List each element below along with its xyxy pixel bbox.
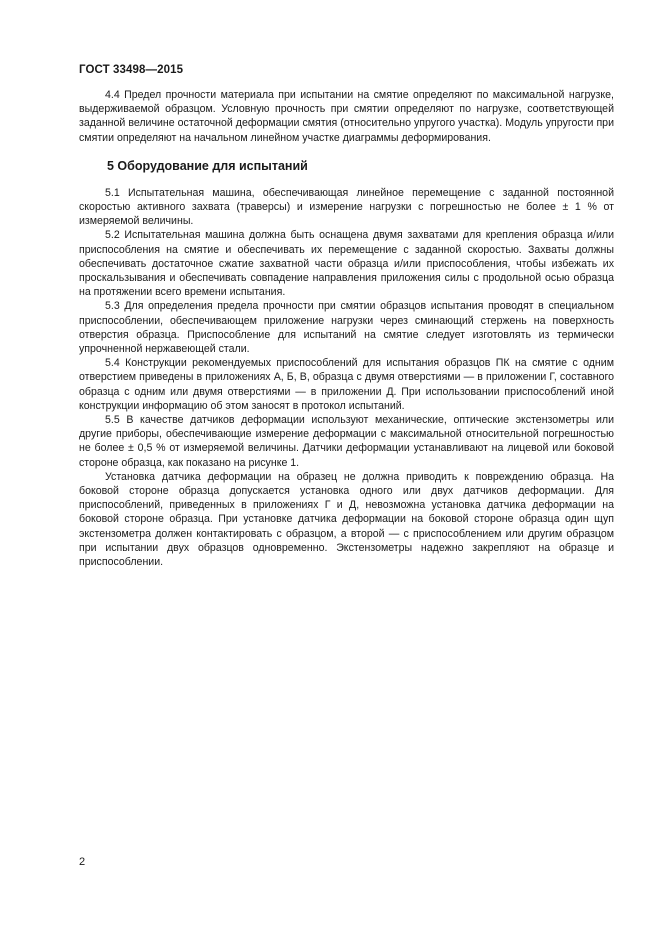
section-title: 5 Оборудование для испытаний [107,158,308,173]
page-content [79,88,614,569]
paragraph-5-5-continued: Установка датчика деформации на образец не должна приводить к повреждению образца. На боковой стороне образца допускается установка одного или двух датчиков деформации. Для приспособлений, приведенных в приложениях Г и Д, невозможна установка датчика деформации на боковой стороне образца. При установке датчика деформации на боковой стороне образца один щуп экстензометра должен контактировать с образцом, а второй — с приспособлением или другим образцом при испытании двух образцов одновременно. Экстензометры надежно закрепляют на образце и приспособлении. [79,470,614,569]
paragraph-5-3: 5.3 Для определения предела прочности при смятии образцов испытания проводят в специальном приспособлении, обеспечивающем приложение нагрузки через сминающий стержень на поверхность отверстия образца. Приспособление для испытаний на смятие следует изготовлять из термически упрочненной нержавеющей стали. [79,300,614,356]
standard-header: ГОСТ 33498—2015 [79,64,184,76]
paragraph-4-4: 4.4 Предел прочности материала при испытании на смятие определяют по максимальной нагрузке, выдерживаемой образцом. Условную прочность при смятии определяют по нагрузке, соответствующей заданной величине остаточной деформации смятия (относительно упругого участка). Модуль упругости при смятии определяют на начальном линейном участке диаграммы деформирования. [79,89,614,144]
paragraph-5-5: 5.5 В качестве датчиков деформации используют механические, оптические экстензометры или другие приборы, обеспечивающие измерение деформации с максимальной относительной погрешностью не более ± 0,5 % от измеряемой величины. Датчики деформации устанавливают на лицевой или боковой стороне образца, как показано на рисунке 1. [79,414,614,469]
paragraph-5-2: 5.2 Испытательная машина должна быть оснащена двумя захватами для крепления образца и/или приспособления на смятие и обеспечивать их перемещение с заданной скоростью. Захваты должны обеспечивать достаточное сжатие захватной части образца и/или приспособления, чтобы избежать их проскальзывания и обеспечивать совпадение направления приложения силы с продольной осью образца на протяжении всего времени испытания. [79,229,614,299]
paragraph-5-1: 5.1 Испытательная машина, обеспечивающая линейное перемещение с заданной постоянной скоростью активного захвата (траверсы) и измерение нагрузки с погрешностью не более ± 1 % от измеряемой величины. [79,186,614,228]
paragraph-5-4: 5.4 Конструкции рекомендуемых приспособлений для испытания образцов ПК на смятие с одним отверстием приведены в приложениях А, Б, В, образца с двумя отверстиями — в приложении Г, составного образца с одним или двумя отверстиями — в приложении Д. При использовании приспособлений иной конструкции информацию об этом заносят в протокол испытаний. [79,357,614,412]
page-number: 2 [79,856,86,868]
